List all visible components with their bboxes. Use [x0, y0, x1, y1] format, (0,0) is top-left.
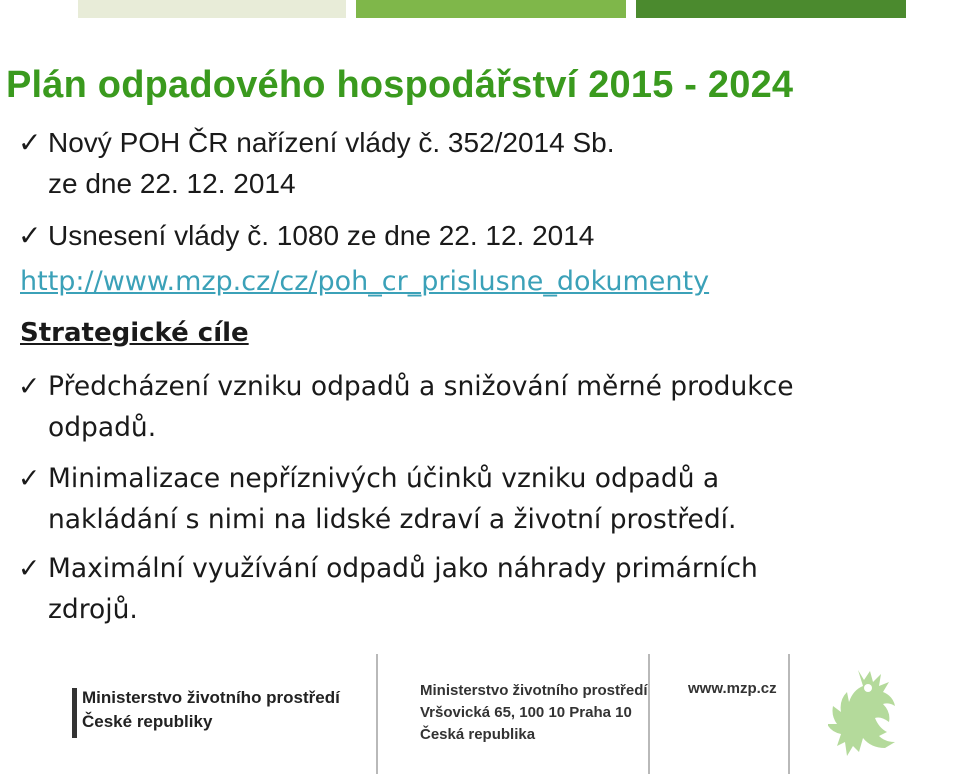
header-bar-light — [78, 0, 346, 18]
documents-link[interactable]: http://www.mzp.cz/cz/poh_cr_prislusne_dokumenty — [20, 266, 710, 297]
footer-divider — [788, 654, 790, 774]
checkmark-icon: ✓ — [18, 371, 41, 402]
section-heading: Strategické cíle — [20, 318, 249, 348]
logo-line: České republiky — [82, 712, 213, 731]
checkmark-icon: ✓ — [18, 220, 42, 251]
logo-bracket — [72, 688, 77, 738]
goal-item — [18, 548, 758, 630]
list-item-line: ze dne 22. 12. 2014 — [48, 168, 296, 199]
list-item-line: Usnesení vlády č. 1080 ze dne 22. 12. 2014 — [48, 220, 595, 251]
goal-line: odpadů. — [48, 412, 157, 443]
checkmark-icon: ✓ — [18, 553, 41, 584]
goal-line: Předcházení vzniku odpadů a snižování měrné produkce — [48, 371, 794, 402]
goal-line: zdrojů. — [48, 594, 138, 625]
checkmark-icon: ✓ — [18, 463, 41, 494]
header-color-bars — [0, 0, 960, 18]
slide-title: Plán odpadového hospodářství 2015 - 2024 — [6, 64, 794, 106]
goal-line: nakládání s nimi na lidské zdraví a životní prostředí. — [48, 504, 737, 535]
footer-address — [420, 680, 648, 746]
address-line: Česká republika — [420, 726, 536, 743]
header-bar-dark — [636, 0, 906, 18]
checkmark-icon: ✓ — [18, 127, 42, 158]
goal-line: Minimalizace nepříznivých účinků vzniku odpadů a — [48, 463, 720, 494]
footer-divider — [376, 654, 378, 774]
goal-item — [18, 458, 736, 540]
footer-divider — [648, 654, 650, 774]
footer — [0, 650, 960, 776]
ministry-logo — [82, 686, 340, 734]
goal-line: Maximální využívání odpadů jako náhrady primárních — [48, 553, 758, 584]
header-bar-mid — [356, 0, 626, 18]
lion-emblem-icon — [828, 662, 924, 770]
list-item — [18, 215, 594, 256]
goal-item — [18, 366, 794, 448]
list-item-line: Nový POH ČR nařízení vlády č. 352/2014 Sb. — [48, 127, 615, 158]
footer-website[interactable]: www.mzp.cz — [688, 680, 777, 697]
address-line: Vršovická 65, 100 10 Praha 10 — [420, 704, 632, 721]
logo-line: Ministerstvo životního prostředí — [82, 688, 340, 707]
list-item — [18, 122, 615, 204]
address-line: Ministerstvo životního prostředí — [420, 682, 648, 699]
